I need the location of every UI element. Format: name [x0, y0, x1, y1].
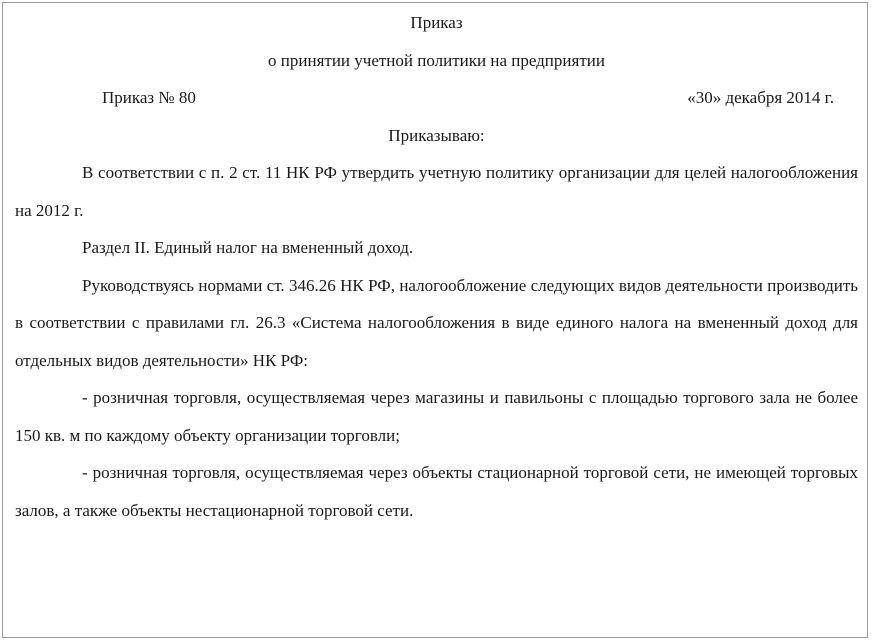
document-title: Приказ [410, 13, 463, 32]
document-subtitle: о принятии учетной политики на предприятии [268, 50, 605, 70]
document-page [2, 2, 868, 638]
order-command: Приказываю: [388, 125, 485, 145]
order-header-row [15, 79, 858, 117]
paragraph-retail-network: - розничная торговля, осуществляемая через объекты стационарной торговой сети, не имеющей торговых залов, а также объекты нестационарной торговой сети. [15, 463, 858, 520]
paragraph-section-title: Раздел II. Единый налог на вмененный доход. [82, 238, 414, 257]
order-date: «30» декабря 2014 г. [687, 88, 834, 107]
paragraph-tax-rules: Руководствуясь нормами ст. 346.26 НК РФ, налогообложение следующих видов деятельности производить в соответствии с правилами гл. 26.3 «Система налогообложения в виде единого налога на вмененный доход для отдельных видов деятельности» НК РФ: [15, 275, 858, 370]
paragraph-retail-stores: - розничная торговля, осуществляемая через магазины и павильоны с площадью торгового зала не более 150 кв. м по каждому объекту организации торговли; [15, 388, 858, 445]
paragraph-approve-policy: В соответствии с п. 2 ст. 11 НК РФ утвердить учетную политику организации для целей налогообложения на 2012 г. [15, 163, 858, 220]
order-number: Приказ № 80 [102, 88, 196, 107]
document-body [15, 3, 858, 529]
